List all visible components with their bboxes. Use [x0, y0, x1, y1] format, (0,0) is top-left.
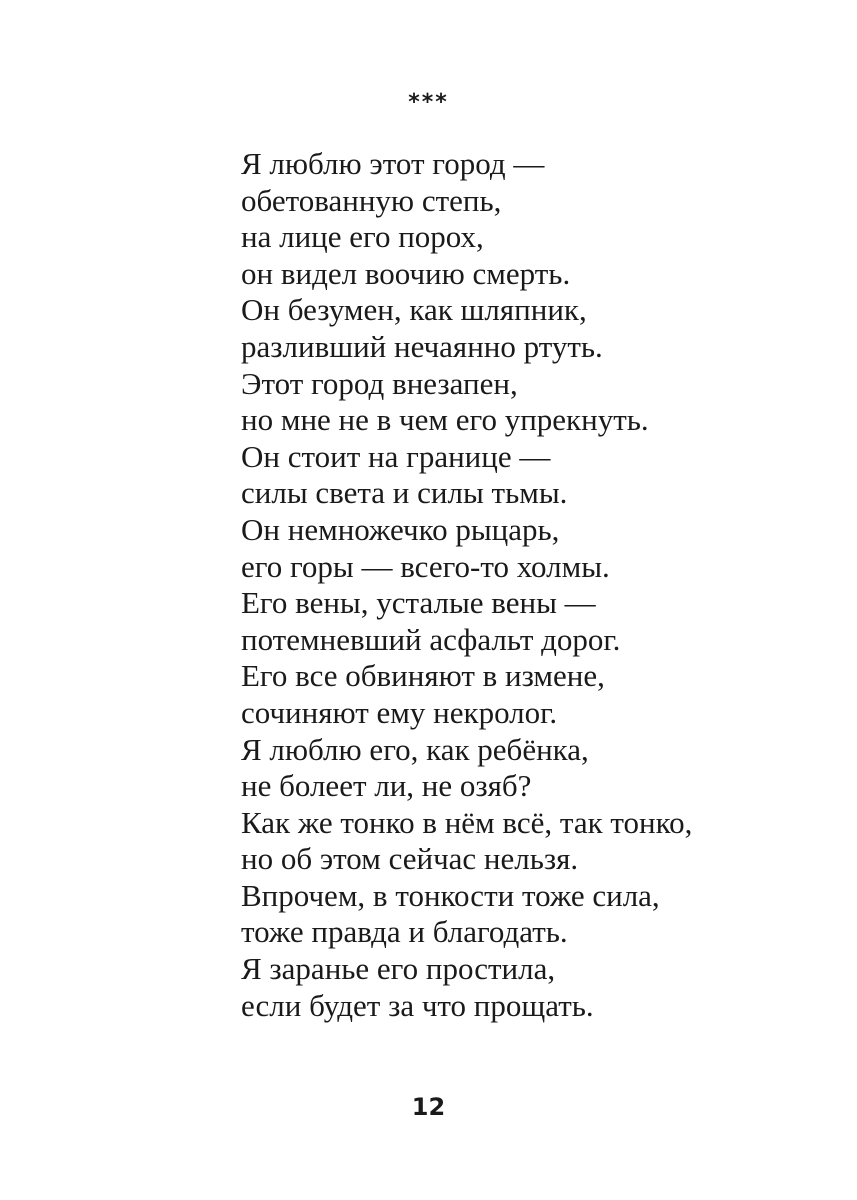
poem-line: Я заранье его простила,	[241, 951, 556, 987]
poem-line: Впрочем, в тонкости тоже сила,	[241, 877, 660, 913]
poem-text	[241, 146, 692, 1024]
page-number: 12	[411, 1093, 446, 1121]
poem-line: не болеет ли, не озяб?	[241, 768, 532, 804]
poem-line: но об этом сейчас нельзя.	[241, 841, 579, 877]
poem-line: сочиняют ему некролог.	[241, 694, 558, 730]
poem-line: разливший нечаянно ртуть.	[241, 328, 603, 364]
poem-line: Он стоит на границе —	[241, 438, 551, 474]
poem-line: Его все обвиняют в измене,	[241, 658, 605, 694]
poem-line: Он безумен, как шляпник,	[241, 292, 587, 328]
poem-line: на лице его порох,	[241, 219, 484, 255]
poem-line: его горы — всего-то холмы.	[241, 548, 610, 584]
poem-line: силы света и силы тьмы.	[241, 475, 568, 511]
poem-line: Этот город внезапен,	[241, 365, 518, 401]
poem-line: Как же тонко в нём всё, так тонко,	[241, 804, 693, 840]
poem-line: если будет за что прощать.	[241, 987, 594, 1023]
poem-line: потемневший асфальт дорог.	[241, 621, 621, 657]
poem-line: он видел воочию смерть.	[241, 255, 571, 291]
poem-line: обетованную степь,	[241, 182, 502, 218]
poem-line: Я люблю этот город —	[241, 146, 545, 181]
poem-line: тоже правда и благодать.	[241, 914, 568, 950]
poem-line: но мне не в чем его упрекнуть.	[241, 402, 649, 438]
section-separator: ***	[408, 90, 449, 115]
poem-line: Я люблю его, как ребёнка,	[241, 731, 589, 767]
poem-line: Он немножечко рыцарь,	[241, 511, 560, 547]
poem-line: Его вены, усталые вены —	[241, 585, 596, 621]
